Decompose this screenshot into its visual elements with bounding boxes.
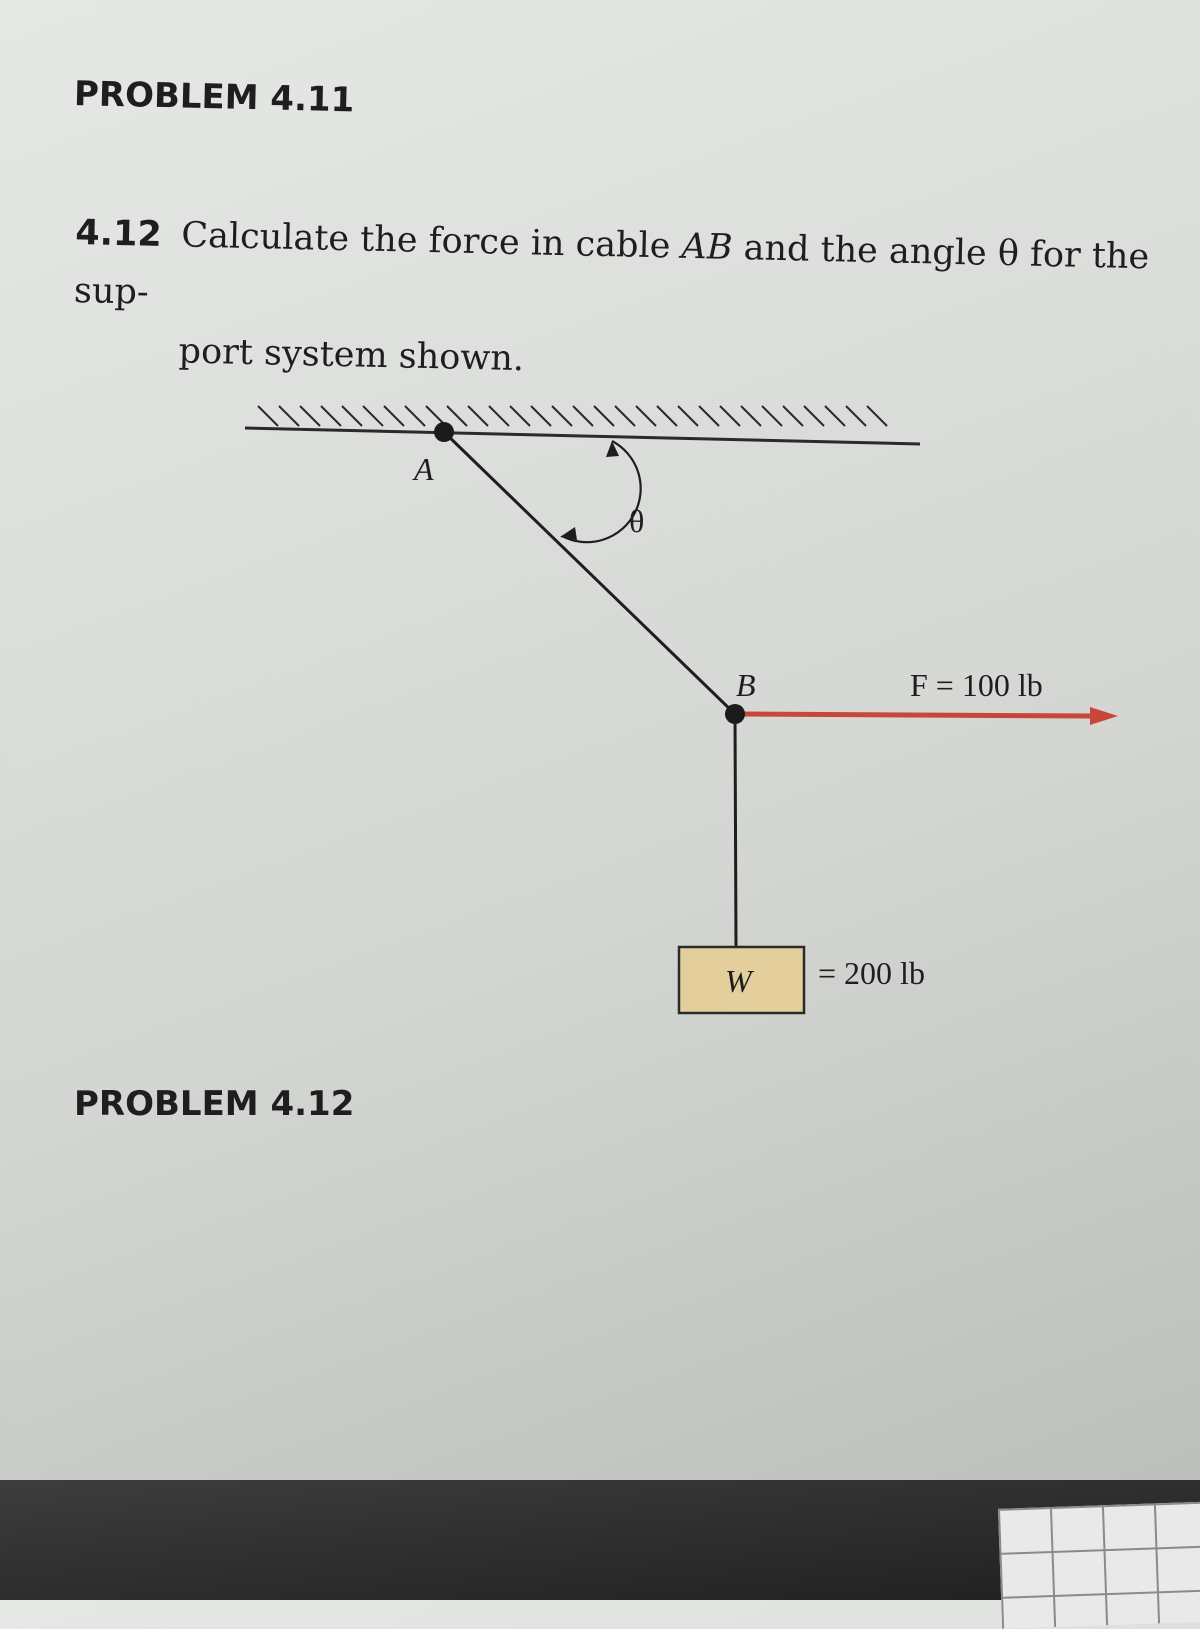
- force-label: F = 100 lb: [910, 667, 1043, 703]
- point-a-label: A: [414, 451, 434, 487]
- weight-value-label: = 200 lb: [818, 955, 925, 991]
- ceiling-line: [245, 428, 920, 444]
- angle-arrowhead-bottom: [560, 527, 577, 540]
- previous-problem-heading: PROBLEM 4.11: [73, 74, 355, 121]
- force-arrow-shaft: [738, 714, 1092, 716]
- grid-paper-corner: [998, 1501, 1200, 1629]
- weight-label: W: [725, 963, 752, 999]
- statement-text-2: and the angle θ for the sup-: [73, 227, 1150, 313]
- pin-a: [434, 422, 454, 442]
- point-b-label: B: [736, 667, 756, 703]
- ceiling-hatching: [258, 406, 887, 426]
- hanging-rope: [735, 714, 736, 947]
- problem-number: 4.12: [74, 212, 163, 255]
- current-problem-heading: PROBLEM 4.12: [74, 1084, 355, 1124]
- statement-line-2: port system shown.: [178, 331, 525, 380]
- cable-ab: [444, 432, 735, 714]
- statement-cable: AB: [681, 226, 733, 268]
- force-arrowhead: [1090, 707, 1118, 725]
- statement-text-1: Calculate the force in cable: [180, 215, 682, 267]
- pin-b: [725, 704, 745, 724]
- angle-theta-label: θ: [629, 503, 645, 539]
